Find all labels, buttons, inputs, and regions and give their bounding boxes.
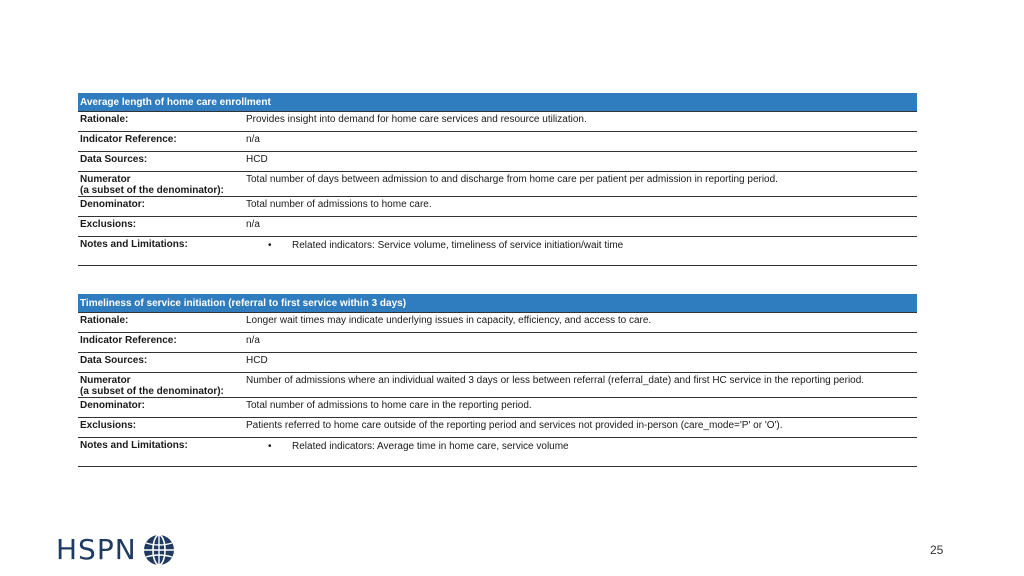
numerator-label-line2: (a subset of the denominator):: [80, 185, 224, 196]
denominator-label: Denominator:: [78, 197, 244, 217]
denominator-value: Total number of admissions to home care.: [244, 197, 917, 217]
numerator-label-line1: Numerator: [80, 174, 131, 185]
indicator-table-1: [78, 93, 917, 266]
indicator-table-2: [78, 294, 917, 467]
numerator-label: [78, 172, 244, 197]
denominator-label: Denominator:: [78, 398, 244, 418]
rationale-value: Longer wait times may indicate underlying issues in capacity, efficiency, and access to care.: [244, 313, 917, 333]
notes-value: [244, 237, 917, 266]
bullet-icon: •: [268, 441, 272, 452]
notes-bullet-item: [246, 240, 915, 251]
notes-label: Notes and Limitations:: [78, 438, 244, 467]
denominator-value: Total number of admissions to home care in the reporting period.: [244, 398, 917, 418]
rationale-label: Rationale:: [78, 112, 244, 132]
data-sources-value: HCD: [244, 152, 917, 172]
exclusions-label: Exclusions:: [78, 217, 244, 237]
notes-bullet-item: [246, 441, 915, 452]
data-sources-label: Data Sources:: [78, 152, 244, 172]
rationale-label: Rationale:: [78, 313, 244, 333]
indicator-reference-label: Indicator Reference:: [78, 333, 244, 353]
hspn-logo: [56, 533, 175, 566]
exclusions-label: Exclusions:: [78, 418, 244, 438]
numerator-label-line2: (a subset of the denominator):: [80, 386, 224, 397]
table-title: Timeliness of service initiation (referral to first service within 3 days): [78, 294, 917, 313]
notes-label: Notes and Limitations:: [78, 237, 244, 266]
rationale-value: Provides insight into demand for home care services and resource utilization.: [244, 112, 917, 132]
numerator-value: Number of admissions where an individual waited 3 days or less between referral (referral_date) and first HC service in the reporting period.: [244, 373, 917, 398]
numerator-value: Total number of days between admission to and discharge from home care per patient per admission in reporting period.: [244, 172, 917, 197]
data-sources-value: HCD: [244, 353, 917, 373]
indicator-reference-label: Indicator Reference:: [78, 132, 244, 152]
notes-text: Related indicators: Service volume, timeliness of service initiation/wait time: [292, 240, 624, 251]
logo-wordmark: HSPN: [56, 533, 137, 566]
table-title: Average length of home care enrollment: [78, 93, 917, 112]
numerator-label: [78, 373, 244, 398]
bullet-icon: •: [268, 240, 272, 251]
numerator-label-line1: Numerator: [80, 375, 131, 386]
exclusions-value: Patients referred to home care outside of the reporting period and services not provided in-person (care_mode='P' or 'O').: [244, 418, 917, 438]
notes-text: Related indicators: Average time in home care, service volume: [292, 441, 569, 452]
page-number: 25: [930, 543, 944, 557]
indicator-reference-value: n/a: [244, 333, 917, 353]
exclusions-value: n/a: [244, 217, 917, 237]
indicator-reference-value: n/a: [244, 132, 917, 152]
data-sources-label: Data Sources:: [78, 353, 244, 373]
globe-icon: [143, 534, 175, 566]
notes-value: [244, 438, 917, 467]
